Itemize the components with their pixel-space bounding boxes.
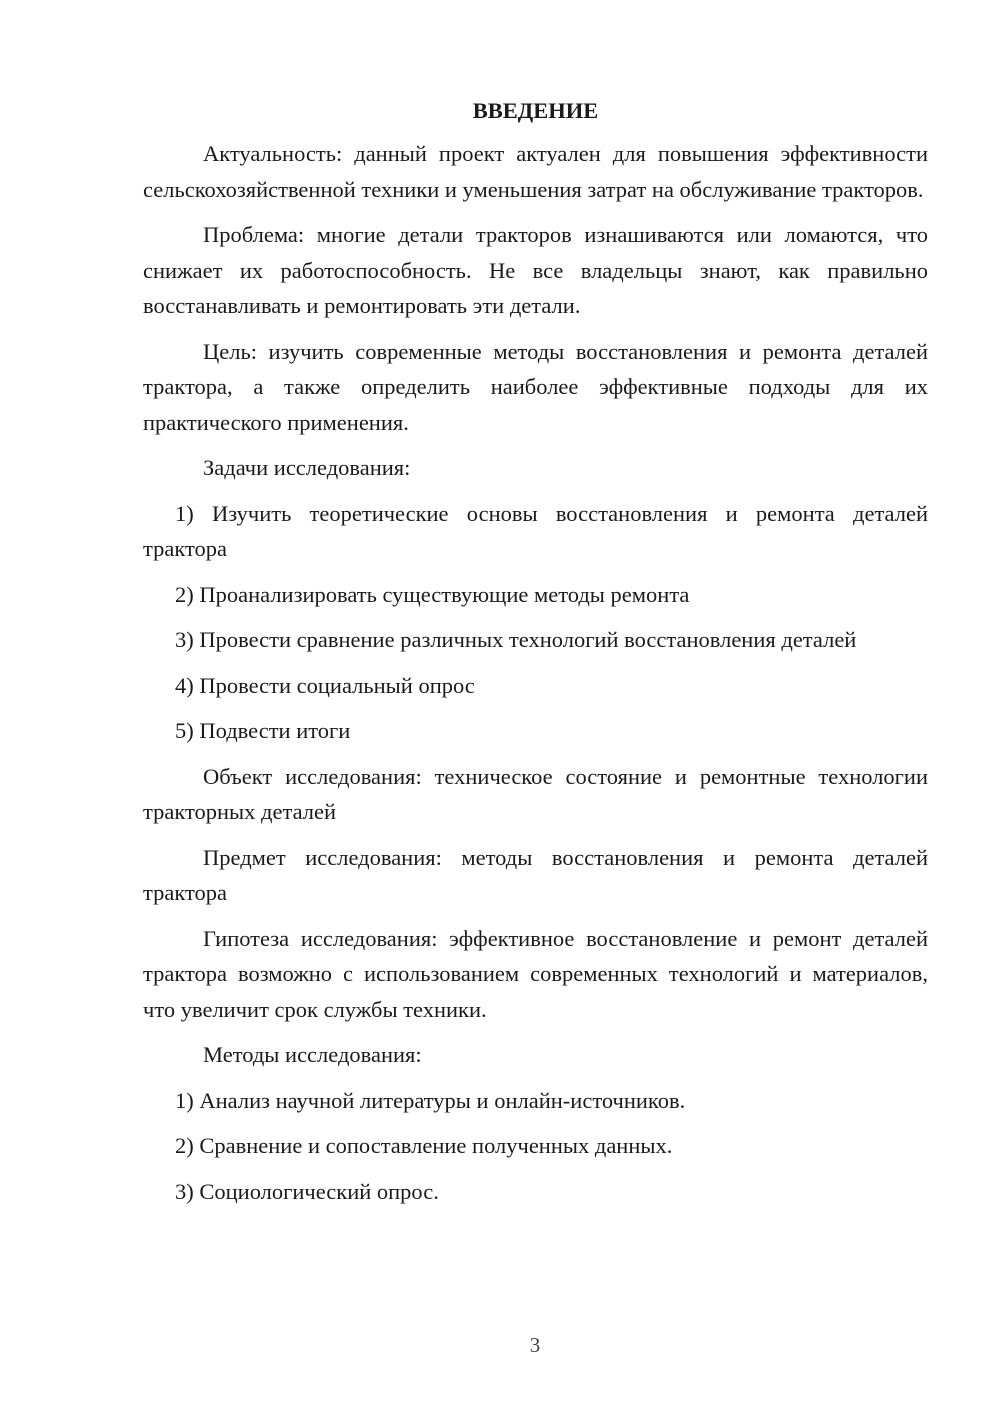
section-title: ВВЕДЕНИЕ [472,98,599,123]
method-item-3: 3) Социологический опрос. [175,1178,439,1204]
page-number: 3 [529,1333,541,1357]
task-item-4: 4) Провести социальный опрос [175,672,475,698]
task-item-1: 1) Изучить теоретические основы восстановления и ремонта деталей трактора [143,500,928,561]
task-item-3: 3) Провести сравнение различных технологий восстановления деталей [175,627,857,652]
paragraph-subject: Предмет исследования: методы восстановления и ремонта деталей трактора [143,844,928,905]
method-item-1: 1) Анализ научной литературы и онлайн-источников. [175,1087,686,1113]
task-item-2: 2) Проанализировать существующие методы ремонта [175,581,690,607]
methods-heading: Методы исследования: [203,1042,422,1067]
paragraph-hypothesis: Гипотеза исследования: эффективное восстановление и ремонт деталей трактора возможно с использованием современных технологий и материалов, что увеличит срок службы техники. [143,925,928,1022]
paragraph-object: Объект исследования: техническое состояние и ремонтные технологии тракторных деталей [143,763,928,824]
task-item-5: 5) Подвести итоги [175,718,351,743]
paragraph-relevance: Актуальность: данный проект актуален для повышения эффективности сельскохозяйственной техники и уменьшения затрат на обслуживание тракторов. [143,141,928,202]
paragraph-goal: Цель: изучить современные методы восстановления и ремонта деталей трактора, а также определить наиболее эффективные подходы для их практического применения. [143,338,928,435]
tasks-heading: Задачи исследования: [203,455,411,480]
paragraph-problem: Проблема: многие детали тракторов изнашиваются или ломаются, что снижает их работоспособность. Не все владельцы знают, как правильно восстанавливать и ремонтировать эти детали. [143,222,928,318]
document-page [143,93,928,1219]
method-item-2: 2) Сравнение и сопоставление полученных данных. [175,1133,673,1158]
